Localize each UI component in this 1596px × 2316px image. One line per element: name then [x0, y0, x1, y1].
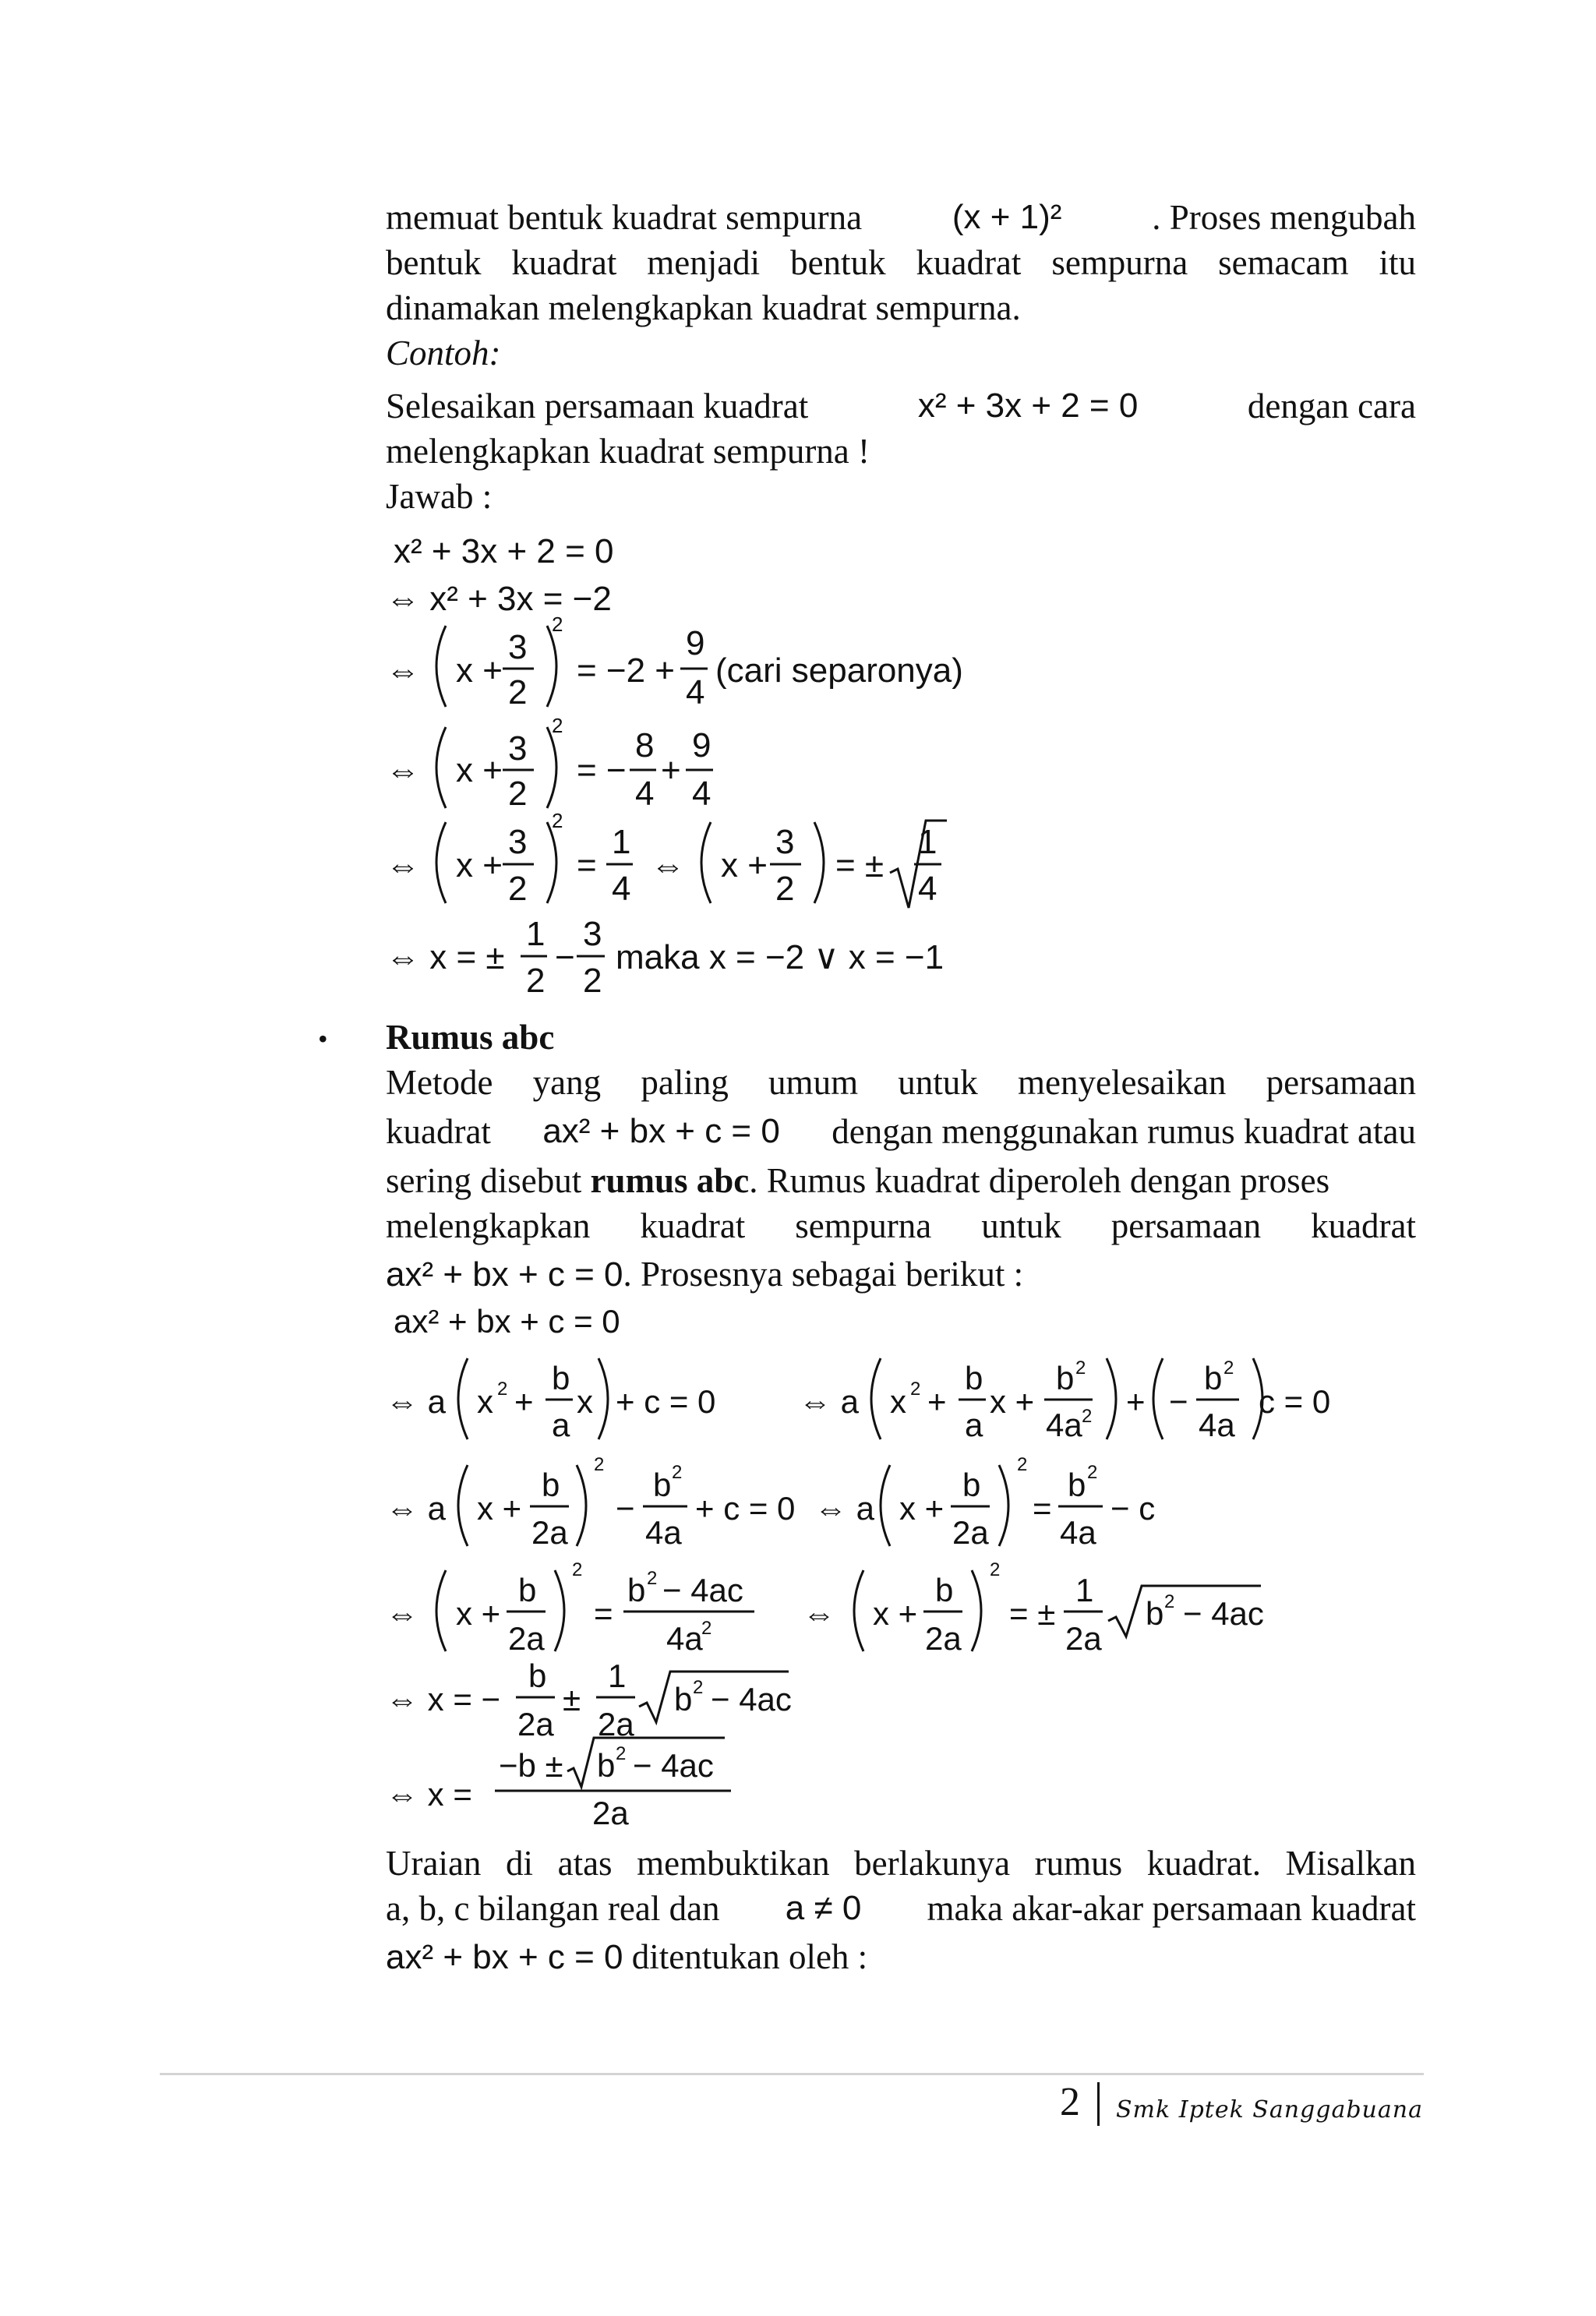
svg-text:b: b	[935, 1572, 954, 1608]
svg-text:+: +	[514, 1383, 534, 1420]
svg-text:9: 9	[692, 726, 711, 764]
closing-line3-post: ditentukan oleh :	[631, 1937, 868, 1976]
jawab-label: Jawab :	[386, 477, 493, 516]
rumus-line2-expr: ax² + bx + c = 0	[542, 1112, 780, 1150]
svg-text:2: 2	[572, 1559, 583, 1580]
svg-text:x +: x +	[456, 1595, 501, 1632]
svg-text:=: =	[1033, 1490, 1052, 1527]
svg-text:⇔ x = −: ⇔ x = −	[386, 1681, 501, 1718]
svg-text:x: x	[890, 1383, 906, 1420]
page-number: 2	[1060, 2080, 1080, 2124]
svg-text:4a: 4a	[1199, 1407, 1235, 1443]
svg-text:3: 3	[775, 823, 795, 861]
derivation-step4-left	[386, 1559, 754, 1657]
svg-text:±: ±	[563, 1681, 581, 1718]
svg-text:2a: 2a	[508, 1620, 545, 1657]
rumus-line3-post: . Rumus kuadrat diperoleh dengan proses	[749, 1161, 1330, 1200]
svg-text:b: b	[542, 1467, 560, 1503]
svg-text:2: 2	[1017, 1454, 1028, 1475]
svg-text:x: x	[577, 1383, 593, 1420]
svg-text:⇔ x =: ⇔ x =	[386, 1776, 472, 1813]
svg-text:= ±: = ±	[1009, 1595, 1056, 1632]
svg-text:2: 2	[701, 1618, 712, 1639]
svg-text:2a: 2a	[531, 1514, 568, 1551]
svg-text:3: 3	[583, 915, 602, 953]
rumus-line1: Metode yang paling umum untuk menyelesaikan persamaan	[386, 1063, 1416, 1102]
rumus-line2-pre: kuadrat	[386, 1112, 491, 1151]
svg-text:4: 4	[612, 870, 631, 908]
step3-note: (cari separonya)	[715, 651, 963, 690]
svg-text:⇔: ⇔	[803, 1595, 835, 1632]
svg-text:x +: x +	[456, 846, 503, 884]
svg-text:⇔ a: ⇔ a	[386, 1490, 447, 1527]
svg-text:⇔: ⇔	[386, 846, 420, 884]
svg-text:x +: x +	[899, 1490, 945, 1527]
svg-text:4: 4	[635, 775, 655, 813]
svg-text:− 4ac: − 4ac	[633, 1747, 714, 1784]
svg-text:2: 2	[583, 962, 602, 1000]
closing-line2-expr: a ≠ 0	[785, 1889, 862, 1927]
svg-text:2a: 2a	[952, 1514, 989, 1551]
svg-text:− 4ac: − 4ac	[711, 1681, 792, 1718]
closing-line2-pre: a, b, c bilangan real dan	[386, 1889, 720, 1928]
svg-text:2: 2	[552, 613, 563, 636]
rumus-line5-post: . Prosesnya sebagai berikut :	[623, 1255, 1024, 1294]
svg-text:4a: 4a	[666, 1620, 703, 1657]
svg-text:=: =	[594, 1595, 613, 1632]
svg-text:2: 2	[552, 809, 563, 832]
svg-text:⇔ a: ⇔ a	[799, 1383, 860, 1420]
derivation-step6	[386, 1738, 731, 1831]
svg-text:a: a	[552, 1407, 570, 1443]
svg-text:4a: 4a	[1060, 1514, 1096, 1551]
svg-text:4: 4	[692, 775, 711, 813]
svg-text:2a: 2a	[925, 1620, 962, 1657]
svg-text:2: 2	[616, 1743, 627, 1764]
svg-text:c = 0: c = 0	[1259, 1383, 1331, 1420]
rumus-line4: melengkapkan kuadrat sempurna untuk persamaan kuadrat	[386, 1206, 1416, 1245]
svg-text:− 4ac: − 4ac	[1183, 1595, 1264, 1632]
contoh-label: Contoh:	[386, 334, 501, 372]
closing-paragraph	[386, 1841, 1416, 1983]
svg-text:2: 2	[672, 1462, 683, 1483]
step2-equation: ⇔ x² + 3x = −2	[386, 580, 612, 618]
derivation-equations	[382, 1297, 1473, 1831]
svg-text:⇔: ⇔	[651, 846, 685, 884]
closing-line2-post: maka akar-akar persamaan kuadrat	[927, 1889, 1416, 1928]
step6-conclusion: maka x = −2 ∨ x = −1	[616, 938, 945, 976]
step4-equation	[386, 714, 713, 813]
step1-equation: x² + 3x + 2 = 0	[394, 532, 614, 570]
svg-text:= −: = −	[577, 751, 627, 789]
svg-text:⇔: ⇔	[386, 651, 420, 690]
svg-text:b: b	[518, 1572, 537, 1608]
question-expr: x² + 3x + 2 = 0	[917, 387, 1139, 425]
svg-text:+ c = 0: + c = 0	[616, 1383, 716, 1420]
svg-text:2: 2	[1164, 1591, 1175, 1612]
svg-text:b: b	[597, 1747, 616, 1784]
svg-text:b: b	[1056, 1360, 1075, 1396]
footer-divider	[160, 2073, 1424, 2075]
svg-text:2: 2	[693, 1677, 704, 1698]
svg-text:2a: 2a	[1065, 1620, 1102, 1657]
derivation-step5	[386, 1658, 792, 1742]
intro-paragraph	[386, 195, 1416, 376]
closing-line3-expr: ax² + bx + c = 0	[386, 1938, 623, 1976]
derivation-step2-right	[799, 1357, 1330, 1443]
svg-text:4: 4	[918, 870, 937, 908]
svg-text:+: +	[661, 751, 681, 789]
derivation-step3-right	[814, 1454, 1155, 1551]
svg-text:+: +	[927, 1383, 947, 1420]
svg-text:4a: 4a	[645, 1514, 682, 1551]
svg-text:4a: 4a	[1046, 1407, 1082, 1443]
rumus-heading: Rumus abc	[386, 1018, 555, 1057]
svg-text:3: 3	[508, 823, 528, 861]
svg-text:2: 2	[775, 870, 795, 908]
svg-text:− c: − c	[1110, 1490, 1156, 1527]
svg-text:2: 2	[594, 1454, 605, 1475]
intro-line2: bentuk kuadrat menjadi bentuk kuadrat sempurna semacam itu	[386, 243, 1416, 282]
svg-text:4: 4	[686, 673, 705, 711]
rumus-line3-pre: sering disebut	[386, 1161, 582, 1200]
svg-text:2: 2	[508, 870, 528, 908]
derivation-step3-left	[386, 1454, 795, 1551]
svg-text:x +: x +	[456, 751, 503, 789]
rumus-section	[386, 1015, 1416, 1301]
svg-text:⇔: ⇔	[386, 1595, 418, 1632]
svg-text:x: x	[477, 1383, 493, 1420]
step3-equation	[386, 613, 963, 711]
svg-text:2: 2	[1082, 1406, 1093, 1427]
svg-text:− 4ac: − 4ac	[662, 1572, 743, 1608]
svg-text:2a: 2a	[517, 1706, 554, 1742]
intro-line1-post: . Proses mengubah	[1152, 198, 1416, 237]
derivation-step1: ax² + bx + c = 0	[394, 1303, 620, 1340]
step6-equation	[386, 915, 944, 1000]
intro-line3: dinamakan melengkapkan kuadrat sempurna.	[386, 288, 1021, 327]
svg-text:=: =	[577, 846, 597, 884]
svg-text:2: 2	[990, 1559, 1001, 1580]
derivation-step4-right	[803, 1559, 1264, 1657]
svg-text:2: 2	[1075, 1357, 1086, 1379]
derivation-step2-left	[386, 1358, 715, 1443]
svg-text:2: 2	[497, 1379, 508, 1400]
svg-text:1: 1	[608, 1658, 627, 1694]
svg-text:= −2 +: = −2 +	[577, 651, 676, 690]
svg-text:b: b	[528, 1658, 547, 1694]
svg-text:b: b	[552, 1360, 570, 1396]
svg-text:−b ±: −b ±	[499, 1747, 563, 1784]
svg-text:2: 2	[552, 714, 563, 737]
svg-text:2a: 2a	[592, 1795, 629, 1831]
svg-text:b: b	[1204, 1360, 1223, 1396]
svg-text:x +: x +	[477, 1490, 522, 1527]
question-post: dengan cara	[1247, 387, 1416, 425]
svg-text:⇔ x = ±: ⇔ x = ±	[386, 938, 505, 976]
svg-text:⇔ a: ⇔ a	[814, 1490, 875, 1527]
svg-text:2: 2	[1223, 1357, 1234, 1379]
svg-text:8: 8	[635, 726, 655, 764]
question-line2: melengkapkan kuadrat sempurna !	[386, 432, 870, 471]
svg-text:+: +	[1126, 1383, 1146, 1420]
svg-text:b: b	[962, 1467, 981, 1503]
svg-text:b: b	[1146, 1595, 1164, 1632]
svg-text:2: 2	[1087, 1462, 1098, 1483]
svg-text:+ c = 0: + c = 0	[695, 1490, 796, 1527]
svg-text:b: b	[627, 1572, 646, 1608]
svg-text:2: 2	[526, 962, 546, 1000]
svg-text:a: a	[965, 1407, 983, 1443]
rumus-abc-term: rumus abc	[590, 1161, 750, 1200]
question-text: Selesaikan persamaan kuadrat	[386, 387, 809, 425]
svg-text:1: 1	[612, 823, 631, 861]
svg-text:9: 9	[686, 624, 705, 662]
svg-text:−: −	[555, 938, 575, 976]
svg-text:−: −	[1169, 1383, 1188, 1420]
svg-text:2: 2	[910, 1379, 921, 1400]
intro-line1-expr: (x + 1)²	[952, 198, 1062, 236]
svg-text:1: 1	[1075, 1572, 1094, 1608]
rumus-line2-post: dengan menggunakan rumus kuadrat atau	[832, 1112, 1416, 1151]
contoh-question	[386, 383, 1416, 519]
svg-text:2: 2	[508, 775, 528, 813]
svg-text:x +: x +	[721, 846, 768, 884]
school-name: Smk Iptek Sanggabuana	[1116, 2096, 1423, 2124]
svg-text:x +: x +	[873, 1595, 918, 1632]
svg-text:b: b	[653, 1467, 672, 1503]
svg-text:⇔ a: ⇔ a	[386, 1383, 447, 1420]
intro-line1-text: memuat bentuk kuadrat sempurna	[386, 198, 863, 237]
svg-text:= ±: = ±	[835, 846, 885, 884]
svg-text:2: 2	[508, 673, 528, 711]
rumus-line5-expr: ax² + bx + c = 0	[386, 1255, 623, 1294]
svg-text:−: −	[616, 1490, 635, 1527]
footer-separator	[1097, 2082, 1100, 2126]
svg-text:3: 3	[508, 628, 528, 666]
svg-text:x +: x +	[990, 1383, 1035, 1420]
step5-equation	[386, 809, 947, 908]
svg-text:x +: x +	[456, 651, 503, 690]
bullet-point: •	[318, 1023, 328, 1054]
svg-text:b: b	[965, 1360, 983, 1396]
svg-text:b: b	[1068, 1467, 1086, 1503]
closing-line1: Uraian di atas membuktikan berlakunya rumus kuadrat. Misalkan	[386, 1844, 1416, 1883]
svg-text:3: 3	[508, 729, 528, 768]
svg-text:b: b	[674, 1681, 693, 1718]
svg-text:2: 2	[647, 1568, 658, 1589]
svg-text:2a: 2a	[598, 1706, 634, 1742]
svg-text:⇔: ⇔	[386, 751, 420, 789]
svg-text:1: 1	[918, 823, 937, 861]
solution-equations	[382, 526, 1473, 1009]
svg-text:1: 1	[526, 915, 546, 953]
